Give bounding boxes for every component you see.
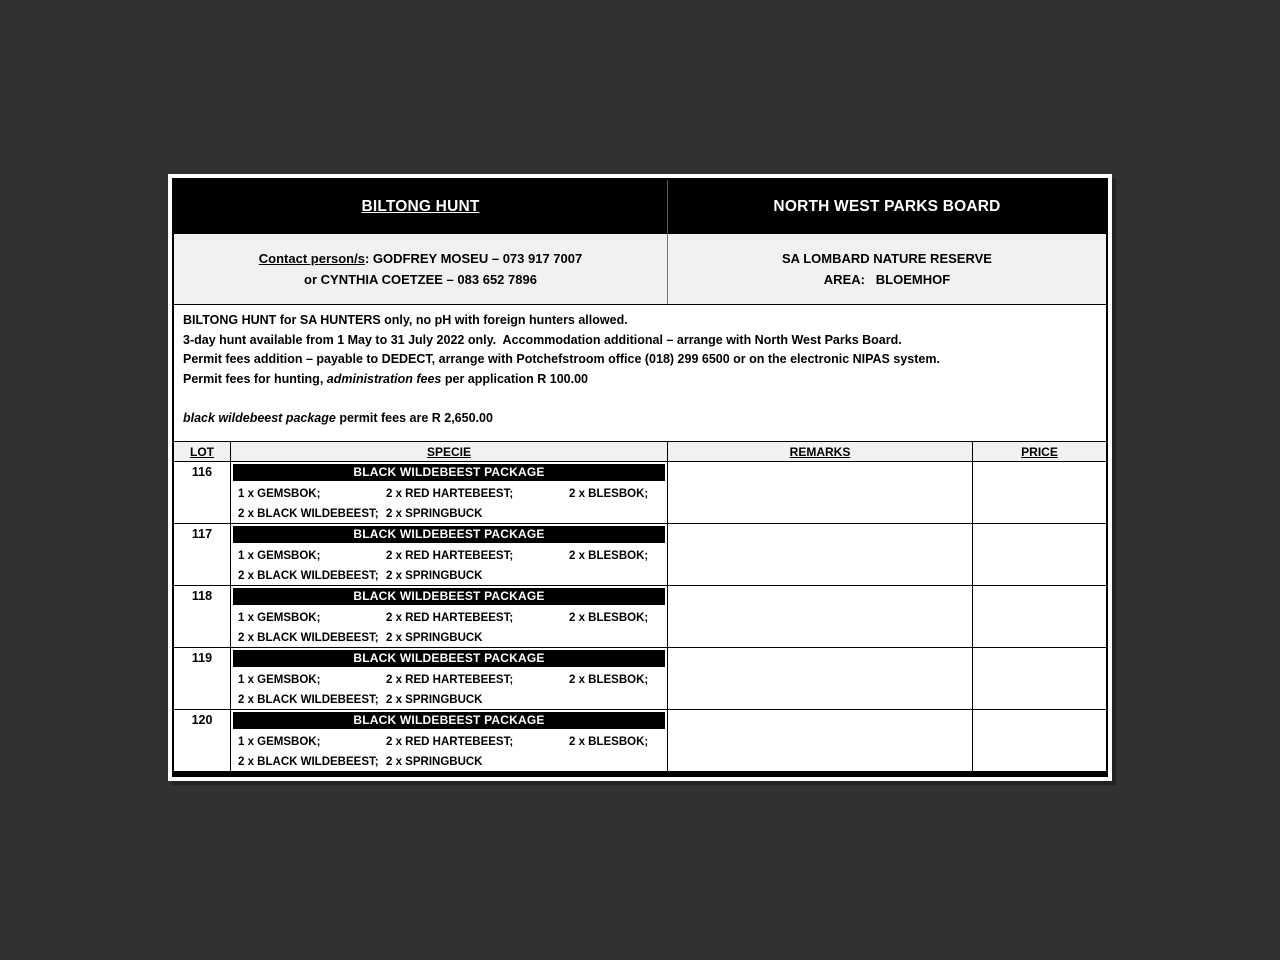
table-body — [174, 462, 1106, 771]
lot-cell: 118 — [174, 586, 231, 647]
column-header-remarks: REMARKS — [668, 442, 973, 461]
document-frame — [172, 178, 1108, 777]
lot-cell: 116 — [174, 462, 231, 523]
species-line-1 — [231, 484, 667, 503]
column-header-lot: LOT — [174, 442, 231, 461]
contact-person-1: : GODFREY MOSEU – 073 917 7007 — [364, 251, 583, 266]
species-item: 1 x GEMSBOK; — [238, 487, 321, 500]
notes-block — [174, 305, 1106, 441]
specie-cell — [231, 710, 668, 771]
species-line-1 — [231, 670, 667, 689]
species-item: 1 x GEMSBOK; — [238, 549, 321, 562]
species-item: 2 x SPRINGBUCK — [386, 507, 483, 520]
notes-line-3: Permit fees addition – payable to DEDECT, arrange with Potchefstroom office (018) 299 6500 or on the electronic NIPAS system. — [183, 352, 940, 366]
package-title-bar: BLACK WILDEBEEST PACKAGE — [233, 526, 665, 543]
species-line-2 — [231, 752, 667, 771]
reserve-cell — [668, 234, 1106, 304]
notes-line-1: BILTONG HUNT for SA HUNTERS only, no pH with foreign hunters allowed. — [183, 313, 628, 327]
notes-line-2: 3-day hunt available from 1 May to 31 July 2022 only. Accommodation additional – arrange with North West Parks Board. — [183, 332, 902, 347]
species-item: 2 x BLESBOK; — [569, 487, 649, 500]
species-item: 2 x SPRINGBUCK — [386, 755, 483, 768]
reserve-area: AREA: BLOEMHOF — [823, 272, 951, 287]
remarks-cell — [668, 710, 973, 771]
package-title-bar: BLACK WILDEBEEST PACKAGE — [233, 464, 665, 481]
species-line-2 — [231, 504, 667, 523]
table-row — [174, 524, 1106, 586]
organization-title: NORTH WEST PARKS BOARD — [773, 198, 1001, 215]
price-cell — [973, 710, 1106, 771]
notes-line-4: Permit fees for hunting, administration fees per application R 100.00 — [183, 371, 588, 386]
title-cell-left — [174, 180, 668, 234]
species-item: 2 x BLACK WILDEBEEST; — [238, 755, 379, 768]
title-band — [174, 180, 1106, 234]
lot-cell: 120 — [174, 710, 231, 771]
column-header-price: PRICE — [1021, 444, 1058, 459]
document-title: BILTONG HUNT — [361, 198, 480, 215]
notes-line-4-italic: administration fees — [326, 371, 442, 386]
specie-cell — [231, 462, 668, 523]
remarks-cell — [668, 648, 973, 709]
species-line-2 — [231, 690, 667, 709]
species-line-1 — [231, 732, 667, 751]
specie-cell — [231, 586, 668, 647]
price-cell — [973, 524, 1106, 585]
package-title-bar: BLACK WILDEBEEST PACKAGE — [233, 712, 665, 729]
table-header-row — [174, 441, 1106, 462]
species-item: 2 x SPRINGBUCK — [386, 693, 483, 706]
species-item: 2 x RED HARTEBEEST; — [386, 549, 514, 562]
species-line-2 — [231, 628, 667, 647]
species-line-1 — [231, 608, 667, 627]
column-header-specie: SPECIE — [231, 442, 668, 461]
species-item: 2 x BLACK WILDEBEEST; — [238, 507, 379, 520]
contact-label: Contact person/s — [258, 251, 365, 266]
species-item: 2 x RED HARTEBEEST; — [386, 487, 514, 500]
specie-cell — [231, 524, 668, 585]
remarks-cell — [668, 524, 973, 585]
table-row — [174, 462, 1106, 524]
price-cell — [973, 648, 1106, 709]
remarks-cell — [668, 462, 973, 523]
notes-line-5-italic: black wildebeest package — [183, 410, 336, 425]
reserve-name: SA LOMBARD NATURE RESERVE — [782, 251, 992, 266]
species-line-2 — [231, 566, 667, 585]
species-item: 1 x GEMSBOK; — [238, 673, 321, 686]
species-item: 2 x BLACK WILDEBEEST; — [238, 631, 379, 644]
species-item: 2 x SPRINGBUCK — [386, 631, 483, 644]
table-row — [174, 586, 1106, 648]
species-line-1 — [231, 546, 667, 565]
specie-cell — [231, 648, 668, 709]
lot-cell: 119 — [174, 648, 231, 709]
contact-cell — [174, 234, 668, 304]
species-item: 2 x BLESBOK; — [569, 549, 649, 562]
contact-line-1 — [259, 248, 582, 269]
species-item: 2 x BLACK WILDEBEEST; — [238, 569, 379, 582]
price-cell — [973, 462, 1106, 523]
notes-line-5: black wildebeest package permit fees are R 2,650.00 — [183, 410, 493, 425]
package-title-bar: BLACK WILDEBEEST PACKAGE — [233, 650, 665, 667]
contact-line-2: or CYNTHIA COETZEE – 083 652 7896 — [304, 272, 537, 287]
lot-cell: 117 — [174, 524, 231, 585]
contact-band — [174, 234, 1106, 305]
package-title-bar: BLACK WILDEBEEST PACKAGE — [233, 588, 665, 605]
species-item: 2 x RED HARTEBEEST; — [386, 611, 514, 624]
species-item: 2 x SPRINGBUCK — [386, 569, 483, 582]
species-item: 2 x RED HARTEBEEST; — [386, 735, 514, 748]
remarks-cell — [668, 586, 973, 647]
species-item: 2 x BLESBOK; — [569, 673, 649, 686]
document-page — [168, 174, 1112, 781]
species-item: 2 x BLESBOK; — [569, 611, 649, 624]
table-row — [174, 648, 1106, 710]
species-item: 2 x BLESBOK; — [569, 735, 649, 748]
species-item: 1 x GEMSBOK; — [238, 735, 321, 748]
notes-blank-line — [183, 389, 1097, 409]
price-cell — [973, 586, 1106, 647]
species-item: 1 x GEMSBOK; — [238, 611, 321, 624]
species-item: 2 x RED HARTEBEEST; — [386, 673, 514, 686]
species-item: 2 x BLACK WILDEBEEST; — [238, 693, 379, 706]
table-row — [174, 710, 1106, 771]
title-cell-right — [668, 180, 1106, 234]
